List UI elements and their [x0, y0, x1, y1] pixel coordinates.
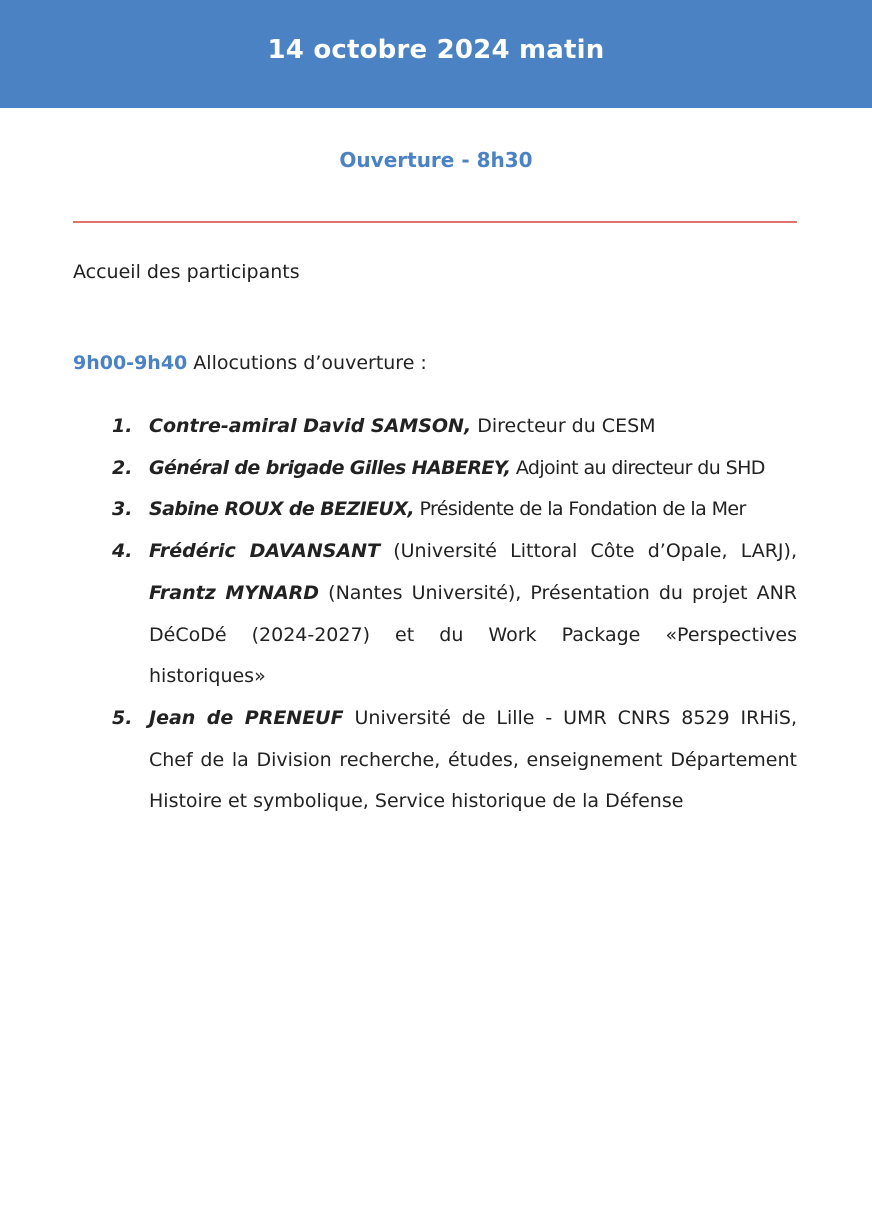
speaker-name: Sabine ROUX de BEZIEUX, — [149, 498, 415, 521]
speaker-affiliation: (Université Littoral Côte d’Opale, LARJ), — [380, 540, 797, 563]
speaker-item — [112, 489, 797, 531]
opening-title: Ouverture - 8h30 — [339, 148, 533, 172]
speaker-number: 4. — [112, 540, 133, 563]
speaker-entry — [149, 448, 797, 490]
speaker-affiliation: (Nantes Université), Présentation du projet ANR DéCoDé (2024-2027) et du Work Package «Perspectives historiques» — [149, 581, 797, 688]
speaker-item — [112, 698, 797, 823]
speaker-entry — [149, 489, 797, 531]
speaker-name: Général de brigade Gilles HABEREY, — [149, 456, 511, 479]
speaker-name: Jean de PRENEUF — [149, 706, 344, 729]
speaker-entry — [149, 698, 797, 823]
speaker-name: Frédéric DAVANSANT — [149, 540, 381, 563]
speaker-item — [112, 406, 797, 448]
speaker-name: Frantz MYNARD — [149, 581, 320, 604]
speaker-role: Directeur du CESM — [471, 415, 656, 437]
session-heading — [73, 352, 427, 374]
speaker-role: Université de Lille - UMR CNRS 8529 IRHiS, Chef de la Division recherche, études, enseignement Département Histoire et symbolique, Service historique de la Défense — [149, 706, 797, 813]
speaker-role: Présidente de la Fondation de la Mer — [414, 498, 746, 521]
speaker-list — [112, 406, 797, 823]
speaker-entry — [149, 531, 797, 698]
speaker-item — [112, 531, 797, 698]
speaker-item — [112, 448, 797, 490]
date-title: 14 octobre 2024 matin — [267, 35, 605, 65]
speaker-number: 3. — [112, 498, 133, 521]
date-header-band — [0, 0, 872, 108]
speaker-role: Adjoint au directeur du SHD — [510, 456, 765, 479]
speaker-entry — [149, 406, 797, 448]
speaker-number: 1. — [112, 415, 133, 437]
speaker-name: Contre-amiral David SAMSON, — [149, 415, 472, 437]
session-time: 9h00-9h40 — [73, 352, 188, 374]
section-divider — [73, 221, 797, 223]
session-label: Allocutions d’ouverture : — [187, 352, 427, 374]
welcome-text: Accueil des participants — [73, 261, 300, 283]
speaker-number: 2. — [112, 456, 133, 479]
speaker-number: 5. — [112, 706, 133, 729]
